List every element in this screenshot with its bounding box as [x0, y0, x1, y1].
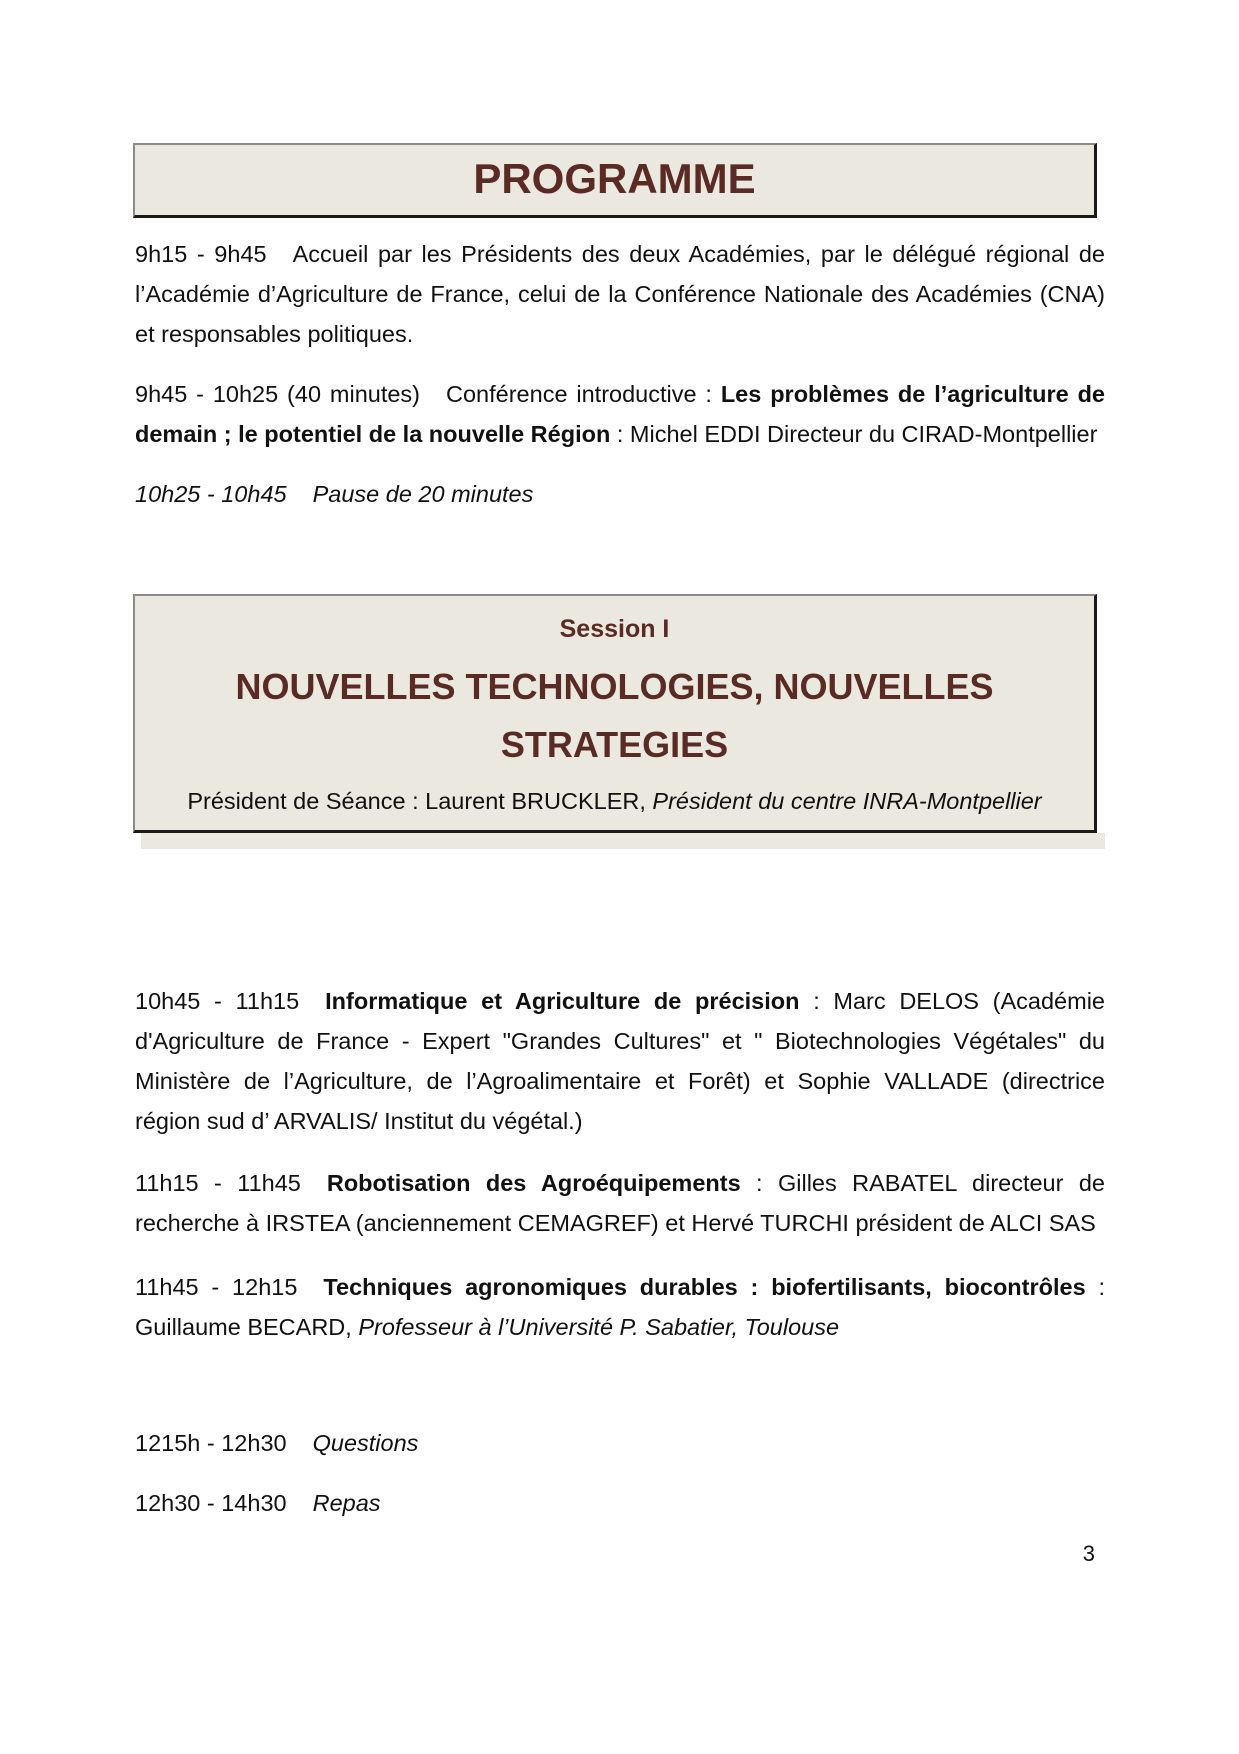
schedule-text-italic: Pause de 20 minutes — [312, 481, 534, 507]
session-1-box — [133, 594, 1097, 833]
session-president-line — [143, 784, 1086, 818]
schedule-text-italic: Professeur à l’Université P. Sabatier, Toulouse — [358, 1314, 840, 1340]
schedule-text: Conférence introductive : — [446, 381, 721, 407]
session-president-prefix: Président de Séance : Laurent BRUCKLER, — [187, 788, 653, 814]
programme-header-box — [133, 143, 1097, 218]
schedule-item-informatique — [135, 981, 1105, 1141]
schedule-item-robotisation — [135, 1163, 1105, 1243]
session-label: Session I — [559, 615, 670, 643]
schedule-text-italic: Questions — [312, 1430, 419, 1456]
schedule-text-bold: Techniques agronomiques durables : biofertilisants, biocontrôles — [323, 1274, 1086, 1300]
schedule-item-questions — [135, 1423, 1105, 1463]
schedule-text: : Guillaume BECARD, — [135, 1274, 1106, 1340]
schedule-time: 9h15 - 9h45 — [135, 241, 267, 267]
schedule-time: 1215h - 12h30 — [135, 1430, 287, 1456]
schedule-time: 10h45 - 11h15 — [135, 988, 300, 1014]
programme-title: PROGRAMME — [473, 155, 756, 202]
schedule-text-bold: Informatique et Agriculture de précision — [325, 988, 800, 1014]
session-box-shadow — [141, 833, 1105, 849]
schedule-text: Accueil par les Présidents des deux Académies, par le délégué régional de l’Académie d’Agriculture de France, celui de la Conférence Nationale des Académies (CNA) et responsables politiques. — [135, 241, 1105, 347]
page-number: 3 — [1082, 1541, 1095, 1566]
session-president-role: Président du centre INRA-Montpellier — [652, 788, 1042, 814]
schedule-time: 9h45 - 10h25 (40 minutes) — [135, 381, 421, 407]
session-title: NOUVELLES TECHNOLOGIES, NOUVELLES STRATEGIES — [235, 666, 994, 765]
session-schedule-content — [135, 981, 1105, 1569]
schedule-text: : Gilles RABATEL directeur de recherche à IRSTEA (anciennement CEMAGREF) et Hervé TURCHI président de ALCI SAS — [135, 1170, 1105, 1236]
schedule-text-bold: Les problèmes de l’agriculture de demain ; le potentiel de la nouvelle Région — [135, 381, 1105, 447]
schedule-text: : Marc DELOS (Académie d'Agriculture de France - Expert "Grandes Cultures" et " Biotechnologies Végétales" du Ministère de l’Agriculture, de l’Agroalimentaire et Forêt) et Sophie VALLADE (directrice région sud d’ ARVALIS/ Institut du végétal.) — [135, 988, 1105, 1134]
schedule-time: 11h45 - 12h15 — [135, 1274, 298, 1300]
schedule-item-techniques — [135, 1267, 1105, 1347]
schedule-item-repas — [135, 1483, 1105, 1523]
schedule-content — [135, 234, 1105, 514]
schedule-text: : Michel EDDI Directeur du CIRAD-Montpellier — [610, 421, 1098, 447]
schedule-text-bold: Robotisation des Agroéquipements — [326, 1170, 741, 1196]
schedule-item-pause — [135, 474, 1105, 514]
schedule-item-conference-introductive — [135, 374, 1105, 454]
schedule-time: 12h30 - 14h30 — [135, 1490, 287, 1516]
schedule-time: 10h25 - 10h45 — [135, 481, 287, 507]
schedule-text-italic: Repas — [312, 1490, 381, 1516]
schedule-item-accueil — [135, 234, 1105, 354]
schedule-time: 11h15 - 11h45 — [135, 1170, 301, 1196]
